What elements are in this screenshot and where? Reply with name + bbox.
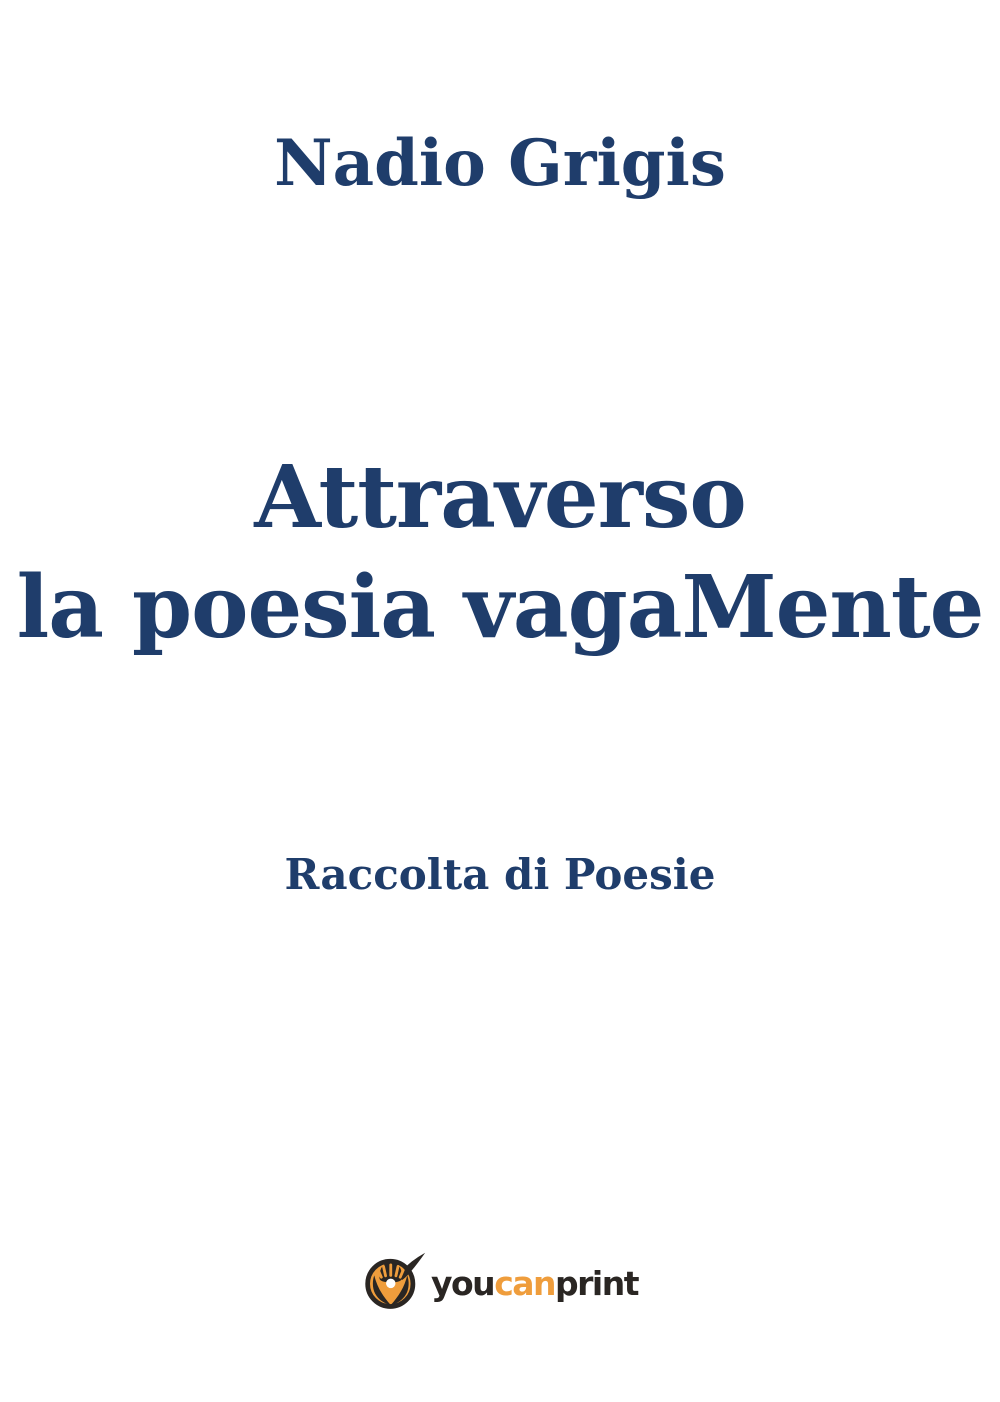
author-name: Nadio Grigis xyxy=(274,126,726,201)
logo-text-you: you xyxy=(431,1263,495,1303)
logo-head xyxy=(386,1279,395,1288)
publisher-logo-text xyxy=(431,1263,638,1303)
book-title-line2: la poesia vagaMente xyxy=(16,557,984,659)
publisher-logo xyxy=(0,1250,1000,1312)
logo-text-can: can xyxy=(494,1263,556,1303)
book-title-line1: Attraverso xyxy=(254,447,746,548)
youcanprint-hand-icon xyxy=(362,1250,428,1312)
logo-text-print: print xyxy=(555,1263,638,1303)
book-title xyxy=(0,443,1000,663)
book-subtitle: Raccolta di Poesie xyxy=(284,850,716,899)
